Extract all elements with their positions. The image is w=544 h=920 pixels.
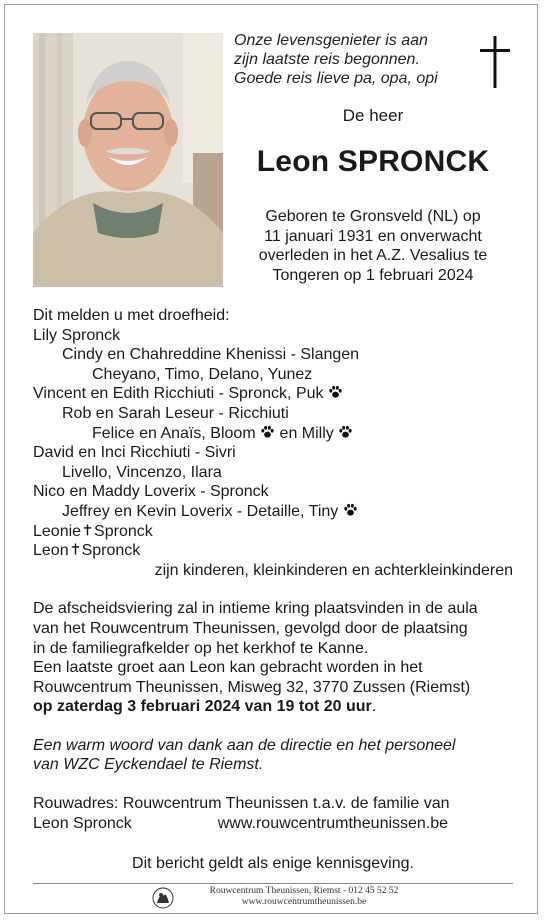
ceremony-line: van het Rouwcentrum Theunissen, gevolgd door de plaatsing — [33, 619, 468, 637]
family-line: Lily Spronck — [33, 326, 121, 344]
family-line: David en Inci Ricchiuti - Sivri — [33, 444, 236, 462]
family-text: Leonie — [33, 522, 82, 540]
family-text: Spronck — [81, 542, 141, 560]
family-line — [33, 502, 513, 522]
family-line: Rob en Sarah Leseur - Ricchiuti — [62, 404, 289, 422]
family-line: Nico en Maddy Loverix - Spronck — [33, 483, 269, 501]
ceremony-line: Een laatste groet aan Leon kan gebracht worden in het — [33, 659, 423, 677]
ceremony-line: in de familiegrafkelder op het kerkhof te Kanne. — [33, 639, 369, 657]
family-intro: Dit melden u met droefheid: — [33, 307, 230, 324]
details-line: 11 januari 1931 en onverwacht — [264, 227, 482, 245]
family-line: Cindy en Chahreddine Khenissi - Slangen — [62, 346, 360, 364]
poem-line: Goede reis lieve pa, opa, opi — [234, 70, 438, 87]
family-line: Cheyano, Timo, Delano, Yunez — [92, 365, 313, 383]
family-text: Leon — [33, 542, 69, 560]
ceremony-line: De afscheidsviering zal in intieme kring plaatsvinden in de aula — [33, 600, 478, 618]
family-closing: zijn kinderen, kleinkinderen en achterkleinkinderen — [154, 561, 513, 579]
paw-print-icon — [328, 385, 343, 399]
address-name: Leon Spronck — [33, 814, 132, 832]
ceremony-date: op zaterdag 3 februari 2024 van 19 tot 20 uur — [33, 698, 372, 716]
birth-death-details — [234, 207, 512, 285]
footer-contact: Rouwcentrum Theunissen, Riemst - 012 45 52 52 — [209, 886, 399, 896]
ceremony-date-end: . — [371, 698, 377, 716]
poem-line: zijn laatste reis begonnen. — [234, 51, 420, 68]
notice: Dit bericht geldt als enige kennisgeving. — [132, 855, 414, 872]
family-text: Vincent en Edith Ricchiuti - Spronck, Puk — [33, 385, 324, 403]
footer-divider — [33, 883, 513, 884]
poem — [234, 31, 474, 88]
details-line: Geboren te Gronsveld (NL) op — [265, 208, 481, 225]
paw-print-icon — [338, 425, 353, 439]
family-line: Livello, Vincenzo, Ilara — [62, 463, 222, 481]
address-line: Rouwadres: Rouwcentrum Theunissen t.a.v. de familie van — [33, 795, 450, 813]
ceremony-date-line — [33, 697, 513, 717]
family-line — [33, 384, 513, 404]
details-line: Tongeren op 1 februari 2024 — [272, 266, 474, 284]
family-line — [33, 522, 513, 542]
address-line — [33, 814, 513, 834]
announcement-body — [33, 306, 513, 833]
cross-icon — [480, 36, 510, 88]
footer — [150, 886, 450, 912]
thanks-line: Een warm woord van dank aan de directie en het personeel — [33, 736, 456, 754]
ceremony-line: Rouwcentrum Theunissen, Misweg 32, 3770 Zussen (Riemst) — [33, 678, 471, 696]
honorific: De heer — [342, 106, 404, 125]
paw-print-icon — [260, 425, 275, 439]
details-line: overleden in het A.Z. Vesalius te — [258, 247, 488, 264]
thanks-line: van WZC Eyckendael te Riemst. — [33, 756, 264, 774]
family-line — [33, 541, 513, 561]
family-text: en Milly — [279, 424, 334, 442]
paw-print-icon — [343, 503, 358, 517]
footer-website[interactable]: www.rouwcentrumtheunissen.be — [241, 897, 367, 907]
website-link[interactable]: www.rouwcentrumtheunissen.be — [217, 814, 449, 832]
family-text: Jeffrey en Kevin Loverix - Detaille, Tiny — [62, 502, 339, 520]
funeral-home-logo — [152, 887, 174, 909]
portrait-photo — [33, 33, 223, 287]
family-line — [33, 424, 513, 444]
dagger-cross-icon — [83, 524, 92, 536]
dagger-cross-icon — [71, 543, 80, 555]
poem-line: Onze levensgenieter is aan — [234, 32, 428, 49]
deceased-name: Leon SPRONCK — [256, 145, 490, 178]
family-text: Spronck — [94, 522, 153, 540]
family-text: Felice en Anaïs, Bloom — [92, 424, 256, 442]
